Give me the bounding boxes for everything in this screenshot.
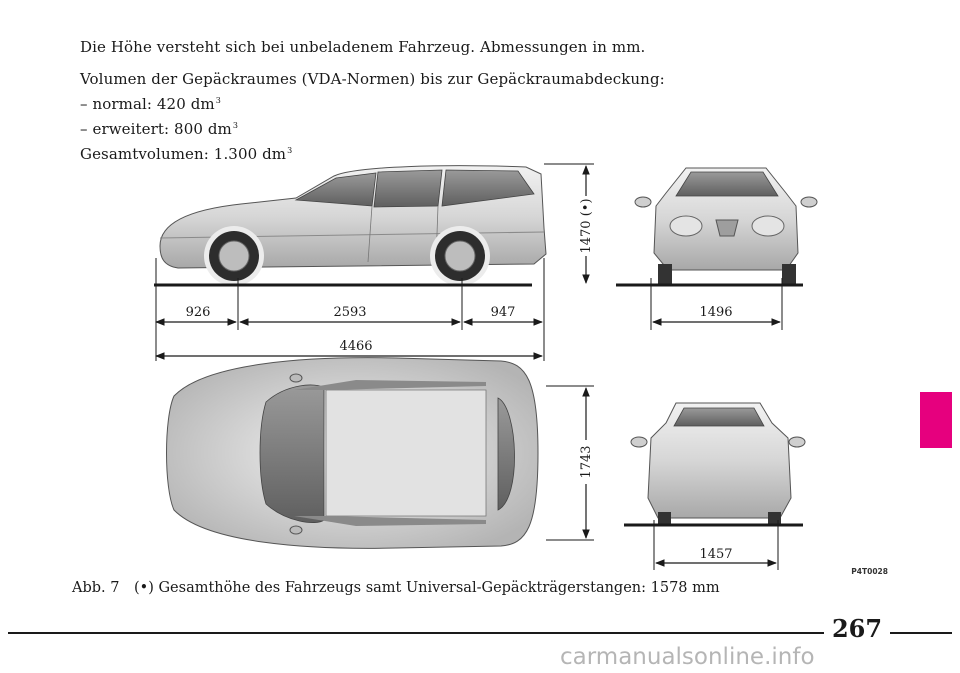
- side-view-car: [160, 166, 546, 286]
- luggage-volume-block: [80, 68, 665, 165]
- footer-rule-right: [890, 632, 952, 634]
- dimension-drawing: [146, 158, 896, 578]
- volume-total: Gesamtvolumen: 1.300 $dm^3$: [80, 145, 293, 163]
- volume-extended: – erweitert: 800 $dm^3$: [80, 120, 239, 138]
- footer-rule-left: [8, 632, 824, 634]
- rear-view-car: [631, 403, 805, 526]
- vehicle-dimensions-figure: [146, 158, 896, 578]
- figure-code: P4T0028: [851, 567, 888, 576]
- height-note-text: Die Höhe versteht sich bei unbeladenem Fahrzeug. Abmessungen in mm.: [80, 38, 646, 56]
- section-tab: [920, 392, 952, 448]
- dim-height: 1470 (•): [579, 198, 594, 254]
- dim-rear-track: 1457: [699, 547, 733, 562]
- dim-rear-overhang: 947: [490, 305, 516, 320]
- caption-label: Abb. 7: [72, 580, 120, 596]
- caption-text: (•) Gesamthöhe des Fahrzeugs samt Universal-Gepäckträgerstangen: 1578 mm: [134, 580, 720, 596]
- watermark-text: carmanualsonline.info: [560, 644, 815, 670]
- dim-front-overhang: 926: [185, 305, 211, 320]
- dim-front-track: 1496: [699, 305, 733, 320]
- dim-width: 1743: [579, 445, 594, 479]
- volume-normal: – normal: 420 $dm^3$: [80, 95, 221, 113]
- volume-heading: Volumen der Gepäckraumes (VDA-Normen) bis zur Gepäckraumabdeckung:: [80, 70, 665, 88]
- intro-note: [80, 36, 645, 58]
- top-view-car: [167, 358, 539, 549]
- figure-caption: [72, 580, 720, 596]
- front-view-car: [635, 168, 817, 284]
- dim-total-length: 4466: [339, 339, 373, 354]
- dim-wheelbase: 2593: [333, 305, 367, 320]
- page-number: 267: [831, 614, 883, 643]
